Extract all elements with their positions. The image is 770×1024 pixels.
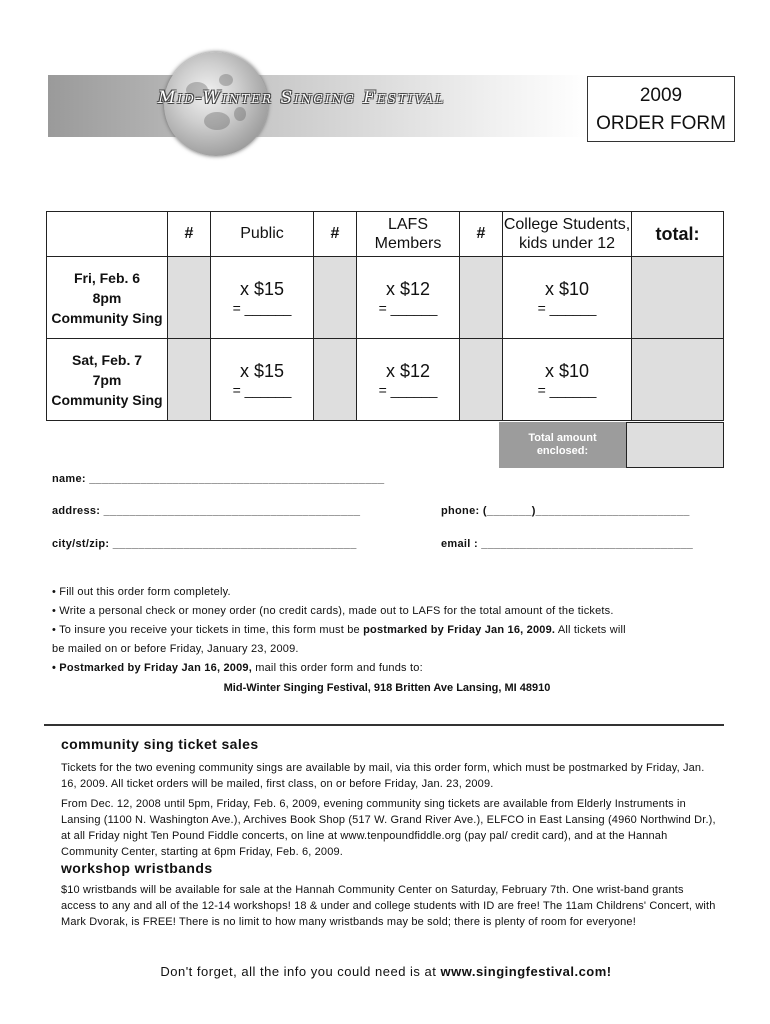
total-header: total: [632, 212, 724, 257]
row-total-field[interactable] [632, 257, 724, 339]
college-qty-field[interactable] [460, 257, 503, 339]
college-price: x $10 [544, 279, 590, 299]
lafs-subtotal-line[interactable]: = ______ [378, 382, 438, 398]
city-state-zip-field[interactable]: city/st/zip: ______________________________________ [52, 538, 357, 550]
header-empty-cell [47, 212, 168, 257]
lafs-price: x $12 [385, 361, 431, 381]
college-price-cell [503, 257, 632, 339]
phone-field[interactable]: phone: (_______)________________________ [441, 505, 690, 517]
lafs-qty-field[interactable] [314, 339, 357, 421]
college-header-line2: kids under 12 [518, 235, 616, 252]
public-header: Public [211, 212, 314, 257]
college-price-cell [503, 339, 632, 421]
instruction-4-post: mail this order form and funds to: [251, 662, 423, 674]
college-price: x $10 [544, 361, 590, 381]
public-price: x $15 [239, 279, 285, 299]
table-row [47, 257, 724, 339]
public-subtotal-line[interactable]: = ______ [232, 382, 292, 398]
name-field[interactable]: name: ______________________________________________ [52, 473, 385, 485]
day-cell [47, 339, 168, 421]
public-qty-header: # [168, 212, 211, 257]
instruction-3-pre: • To insure you receive your tickets in time, this form must be [52, 624, 364, 636]
lafs-price-cell [357, 257, 460, 339]
instruction-3 [52, 621, 732, 640]
mailing-address: Mid-Winter Singing Festival, 918 Britten Ave Lansing, MI 48910 [223, 682, 551, 694]
total-enclosed-line2: enclosed: [536, 445, 589, 457]
total-enclosed-field[interactable] [626, 422, 724, 468]
total-enclosed-label [499, 422, 626, 468]
instruction-2: • Write a personal check or money order (no credit cards), made out to LAFS for the total amount of the tickets. [52, 605, 614, 617]
total-enclosed-line1: Total amount [528, 432, 597, 444]
community-heading: community sing ticket sales [61, 736, 259, 752]
college-qty-field[interactable] [460, 339, 503, 421]
event-label: Community Sing [51, 309, 163, 326]
table-row [47, 339, 724, 421]
public-subtotal-line[interactable]: = ______ [232, 300, 292, 316]
instruction-4-bold: • Postmarked by Friday Jan 16, 2009, [52, 662, 252, 674]
website-link[interactable]: www.singingfestival.com! [440, 964, 612, 979]
order-table [46, 211, 724, 421]
public-price: x $15 [239, 361, 285, 381]
public-qty-field[interactable] [168, 257, 211, 339]
order-year: 2009 [639, 85, 683, 106]
table-header-row [47, 212, 724, 257]
lafs-price-cell [357, 339, 460, 421]
lafs-subtotal-line[interactable]: = ______ [378, 300, 438, 316]
day-cell [47, 257, 168, 339]
workshop-paragraph: $10 wristbands will be available for sale at the Hannah Community Center on Saturday, February 7th. One wrist-band grants access to any and all of the 12-14 workshops! 18 & under and college students with ID are free! The 11am Childrens' Concert, with Mark Dvorak, is FREE! There is no limit to how many wristbands may be sold; there is plenty of room for everyone! [61, 884, 716, 928]
community-paragraph-2: From Dec. 12, 2008 until 5pm, Friday, Feb. 6, 2009, evening community sing tickets are available from Elderly Instruments in Lansing (1100 N. Washington Ave.), Archives Book Shop (517 W. Grand River Ave.), ELFCO in East Lansing (4960 Northwind Dr.), at all Friday night Ten Pound Fiddle concerts, on line at www.tenpoundfiddle.org (pay pal/ credit card), and at the Hannah Community Center, starting at 6pm Friday, Feb. 6, 2009. [61, 798, 716, 858]
festival-title: Mid-Winter Singing Festival [158, 88, 446, 108]
instruction-3-bold: postmarked by Friday Jan 16, 2009. [363, 624, 556, 636]
college-subtotal-line[interactable]: = ______ [537, 300, 597, 316]
college-header [503, 212, 632, 257]
public-price-cell [211, 339, 314, 421]
footer-note [46, 964, 726, 979]
lafs-header-line2: Members [374, 235, 442, 252]
lafs-header-line1: LAFS [387, 216, 428, 233]
order-form-box [587, 76, 735, 142]
order-title: ORDER FORM [596, 113, 726, 134]
instruction-1: • Fill out this order form completely. [52, 586, 231, 598]
workshop-heading: workshop wristbands [61, 860, 213, 876]
instruction-3-line2: be mailed on or before Friday, January 23, 2009. [52, 643, 299, 655]
instruction-4 [52, 659, 732, 678]
college-subtotal-line[interactable]: = ______ [537, 382, 597, 398]
time-label: 8pm [92, 289, 122, 306]
day-label: Fri, Feb. 6 [73, 269, 141, 286]
lafs-header [357, 212, 460, 257]
event-label: Community Sing [51, 391, 163, 408]
footer-text: Don't forget, all the info you could need is at [160, 964, 441, 979]
lafs-qty-field[interactable] [314, 257, 357, 339]
email-field[interactable]: email : _________________________________ [441, 538, 694, 550]
lafs-qty-header: # [314, 212, 357, 257]
public-qty-field[interactable] [168, 339, 211, 421]
section-divider [44, 724, 724, 726]
time-label: 7pm [92, 371, 122, 388]
day-label: Sat, Feb. 7 [71, 351, 143, 368]
address-field[interactable]: address: ________________________________________ [52, 505, 361, 517]
public-price-cell [211, 257, 314, 339]
college-qty-header: # [460, 212, 503, 257]
college-header-line1: College Students, [503, 216, 631, 233]
community-paragraph-1: Tickets for the two evening community sings are available by mail, via this order form, which must be postmarked by Friday, Jan. 16, 2009. All ticket orders will be mailed, first class, on or before Friday, Jan. 23, 2009. [61, 762, 705, 790]
lafs-price: x $12 [385, 279, 431, 299]
row-total-field[interactable] [632, 339, 724, 421]
instruction-3-post: All tickets will [555, 624, 626, 636]
